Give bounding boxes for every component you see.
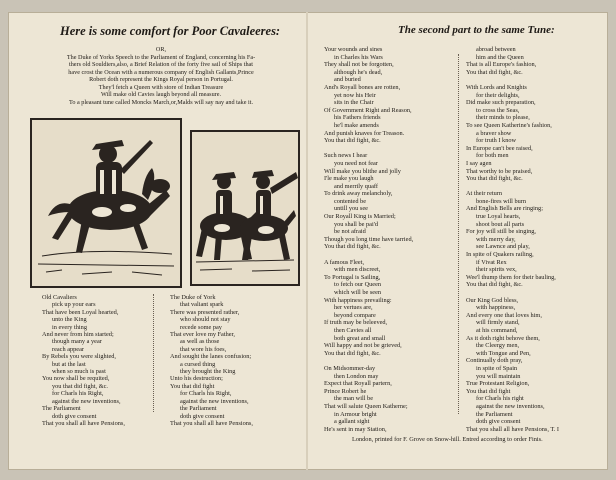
verse-line: To a pleasant tune called Moncks March,or,Malds will say nay and take it. xyxy=(68,98,254,106)
verse-line: Of Government Right and Reason, xyxy=(324,106,412,114)
verse-line: you need not fear xyxy=(334,159,378,167)
verse-line: You that did fight, &c. xyxy=(324,243,381,251)
verse-line: shoot bout all parts xyxy=(476,220,525,228)
verse-line: as well as those xyxy=(180,338,220,346)
verse-line: Unto his destruction; xyxy=(170,375,223,383)
verse-line: for both men xyxy=(476,152,509,160)
woodcut-king-on-horse xyxy=(30,118,182,288)
verse-line: thers old Souldiers,also, a Brief Relation of the forty five sail of Ships that xyxy=(68,61,254,68)
verse-line: true Loyal hearts, xyxy=(476,213,521,221)
verse-line: be not afraid xyxy=(334,228,366,236)
verse-line: Old Cavaliers xyxy=(42,294,77,301)
verse-line: against the new inventions, xyxy=(476,402,545,410)
verse-line: You that did fight xyxy=(466,387,511,395)
verse-line: That have been Loyal hearted, xyxy=(42,308,119,316)
verse-line: Will make old Cavies laugh beyond all measure. xyxy=(100,91,222,98)
verse-line: for Charls his right xyxy=(476,395,524,403)
verse-line: his Fathers friends xyxy=(334,114,381,122)
woodcut-two-riders xyxy=(190,130,300,286)
verse-line: They'l fetch a Queen with store of Indian Treasure xyxy=(98,83,224,91)
verse-line: against the new inventions, xyxy=(180,397,249,405)
verse-line: he'l make amends xyxy=(334,121,379,129)
verse-line: doth give consent xyxy=(476,418,521,426)
verse-line: Wee'l thump them for their bauling, xyxy=(466,273,556,281)
verse-line: That worthy to be praised, xyxy=(466,167,533,175)
verse-line: for their delights, xyxy=(476,91,520,99)
verse-line xyxy=(324,357,413,365)
verse-line: the Parliament xyxy=(476,410,513,418)
header-text xyxy=(26,46,296,106)
verse-line: beyond compare xyxy=(334,311,376,319)
verse-line: I'le make you laugh xyxy=(324,175,374,183)
verse-line: the Parliament xyxy=(180,405,217,413)
verse-line: To Portugal is Sailing, xyxy=(324,273,381,281)
verse-line: sits in the Chair xyxy=(334,99,374,107)
verse-line: You that did fight, &c. xyxy=(466,281,523,289)
verse-line: both great and small xyxy=(334,334,386,342)
verse-line: who should not stay xyxy=(180,316,231,324)
verse-line: a cursed thing xyxy=(180,360,216,368)
verse-line: With Lords and Knights xyxy=(466,83,527,91)
verse-line: for Charls his Right, xyxy=(180,390,232,398)
verse-line: in Charles his Wars xyxy=(334,53,383,61)
verse-line: in spite of Spain xyxy=(476,364,518,372)
verse-line: You that did fight xyxy=(170,382,215,390)
column-rule-right xyxy=(458,54,460,414)
verse-line xyxy=(324,145,413,153)
verse-line: the man will be xyxy=(334,395,373,403)
verse-line: although he's dead, xyxy=(334,68,383,76)
verse-line xyxy=(466,76,559,84)
verse-line: for truth I know xyxy=(476,137,517,145)
verse-line: to cross the Seas, xyxy=(476,106,520,114)
verse-line: at his command, xyxy=(476,326,518,334)
verse-line: At their return xyxy=(466,190,503,198)
right-column-2 xyxy=(466,46,559,433)
verse-line: That is all Europe's fashion, xyxy=(466,61,537,69)
verse-line: As it doth right behove them, xyxy=(466,334,540,342)
verse-line: a gallant sight xyxy=(334,418,370,426)
verse-line: In Europe can't bee raised, xyxy=(466,144,533,152)
verse-line: doth give consent xyxy=(180,412,225,420)
verse-line xyxy=(324,251,413,259)
verse-line: against the new inventions, xyxy=(52,397,121,405)
verse-line: have crost the Ocean with a numerous company of English Gallants,Prince xyxy=(68,68,254,76)
verse-line: You that did fight, &c. xyxy=(466,68,523,76)
verse-line: Will happy and not be grieved, xyxy=(324,342,402,350)
column-rule xyxy=(153,294,155,412)
verse-line: The Parliament xyxy=(42,405,81,413)
verse-line: OR, xyxy=(155,46,167,53)
verse-line: The Duke of York xyxy=(170,294,216,301)
broadside-sheet xyxy=(8,12,608,470)
verse-line: which will be seen xyxy=(334,289,382,296)
verse-line: you will maintain xyxy=(476,372,521,380)
verse-line: when so much is past xyxy=(52,368,106,376)
verse-line: Though you long time have tarried, xyxy=(324,235,414,243)
verse-line: You that did fight, &c. xyxy=(466,175,523,183)
verse-line: abroad between xyxy=(476,46,516,53)
left-page xyxy=(8,12,306,470)
verse-line: you shall be pai'd xyxy=(334,220,378,228)
verse-line: True Protestant Religion, xyxy=(466,380,530,388)
verse-line: doth give consent xyxy=(52,412,97,420)
verse-line: That you shall all have Pensions, T. I xyxy=(466,425,559,433)
verse-line: In spite of Quakers railing, xyxy=(466,251,534,259)
left-column-1 xyxy=(42,294,125,427)
verse-line: For joy will still be singing, xyxy=(466,228,536,236)
verse-line: that valiant spark xyxy=(180,301,224,309)
verse-line xyxy=(466,183,559,191)
verse-line: with merry day, xyxy=(476,235,516,243)
verse-line: him and the Queen xyxy=(476,53,524,61)
verse-line: And every one that loves him, xyxy=(466,311,542,319)
verse-line: untill you see xyxy=(334,205,368,213)
verse-line: If truth may be beleeved, xyxy=(324,319,388,327)
verse-line: contented be xyxy=(334,197,366,205)
verse-line: recede some pay xyxy=(180,323,222,331)
verse-line: Will make you blithe and jolly xyxy=(324,167,401,175)
verse-line: To drink away melancholy, xyxy=(324,190,393,198)
verse-line: yet now his Heir xyxy=(334,91,376,99)
verse-line: To see Queen Katherine's fashion, xyxy=(466,121,552,129)
verse-line: her vertues are, xyxy=(334,304,373,312)
verse-line: with happiness, xyxy=(476,304,516,312)
verse-line: to fetch our Queen xyxy=(334,281,382,289)
verse-line: then Cavies all xyxy=(334,326,372,334)
verse-line: Such news I hear xyxy=(324,152,368,160)
verse-line: though many a year xyxy=(52,338,102,346)
verse-line: they brought the King xyxy=(180,368,236,376)
verse-line: will firmly stand, xyxy=(476,319,520,327)
verse-line: With happiness prevailing: xyxy=(324,296,392,304)
imprint: London, printed for F. Grove on Snow-hill. Entred according to order Finis. xyxy=(352,436,543,443)
verse-line: reach appear xyxy=(52,345,84,353)
verse-line: in Armour bright xyxy=(334,410,377,418)
right-column-1 xyxy=(324,46,413,433)
verse-line: And punish knaves for Treason. xyxy=(324,129,405,137)
verse-line: Continually doth pray, xyxy=(466,357,523,365)
verse-line: you that did fight, &c. xyxy=(52,382,108,390)
verse-line: pick up your ears xyxy=(52,301,96,309)
verse-line: Our King God bless, xyxy=(466,296,519,304)
verse-line: You that did fight, &c. xyxy=(324,137,381,145)
verse-line: Did make such preparation, xyxy=(466,99,536,107)
verse-line: for Charls his Right, xyxy=(52,390,104,398)
verse-line: Prince Robert he xyxy=(324,387,367,395)
verse-line: The Duke of Yorks Speech to the Parliament of England, concerning his Fa- xyxy=(66,53,256,61)
verse-line: that wore his foes, xyxy=(180,345,227,353)
verse-line: their spirits vex, xyxy=(476,266,517,274)
verse-line: You that did fight, &c. xyxy=(324,349,381,357)
verse-line: with Tongue and Pen, xyxy=(476,349,531,357)
verse-line: And's Royall bones are rotten, xyxy=(324,83,401,91)
verse-line: their minds to please, xyxy=(476,114,530,122)
verse-line: That will salute Queen Katherne; xyxy=(324,402,408,410)
verse-line: but at the last xyxy=(52,360,86,368)
verse-line: You now shall be requited, xyxy=(42,375,110,383)
verse-line: Your wounds and sines xyxy=(324,46,383,53)
verse-line: see Lawnce and play, xyxy=(476,243,530,251)
verse-line: And never from him started; xyxy=(42,331,114,339)
verse-line: unto the King xyxy=(52,316,87,324)
verse-line: the Cleergy men, xyxy=(476,342,520,350)
verse-line: in every thing xyxy=(52,323,87,331)
verse-line: and merrily quaff xyxy=(334,182,378,190)
left-column-2 xyxy=(170,294,253,427)
verse-line: with men discreet, xyxy=(334,266,381,274)
verse-line: That you shall all have Pensions, xyxy=(170,419,253,427)
verse-line: There was presented rather, xyxy=(170,308,240,316)
verse-line: if Vivat Rex xyxy=(476,258,507,266)
verse-line: By Rebels you were slighted, xyxy=(42,353,116,361)
verse-line: And sought the lanes confusion; xyxy=(170,353,252,361)
verse-line xyxy=(466,289,559,297)
left-title: Here is some comfort for Poor Cavaleeres: xyxy=(60,24,281,38)
right-title: The second part to the same Tune: xyxy=(398,24,555,36)
verse-line: On Midsommer-day xyxy=(324,364,376,372)
verse-line: I say agen xyxy=(466,159,492,167)
verse-line: Robert doth represent the Kings Royal person in Portugal. xyxy=(89,76,233,83)
verse-line: They shall not be forgotten, xyxy=(324,61,394,69)
verse-line: a braver show xyxy=(476,129,512,137)
verse-line: bone-fires will burn xyxy=(476,197,527,205)
right-page xyxy=(308,12,608,470)
verse-line: and buried xyxy=(334,76,361,84)
verse-line: He's sent in may Station, xyxy=(324,425,387,433)
verse-line: That ever love my Father, xyxy=(170,331,235,339)
verse-line: And English Bells are ringing; xyxy=(466,205,543,213)
verse-line: then London may xyxy=(334,372,379,380)
verse-line: Our Royall King is Married; xyxy=(324,213,396,221)
verse-line: That you shall all have Pensions, xyxy=(42,419,125,427)
verse-line: Expect that Royall partern, xyxy=(324,380,392,388)
verse-line: A famous Fleet, xyxy=(324,258,365,266)
